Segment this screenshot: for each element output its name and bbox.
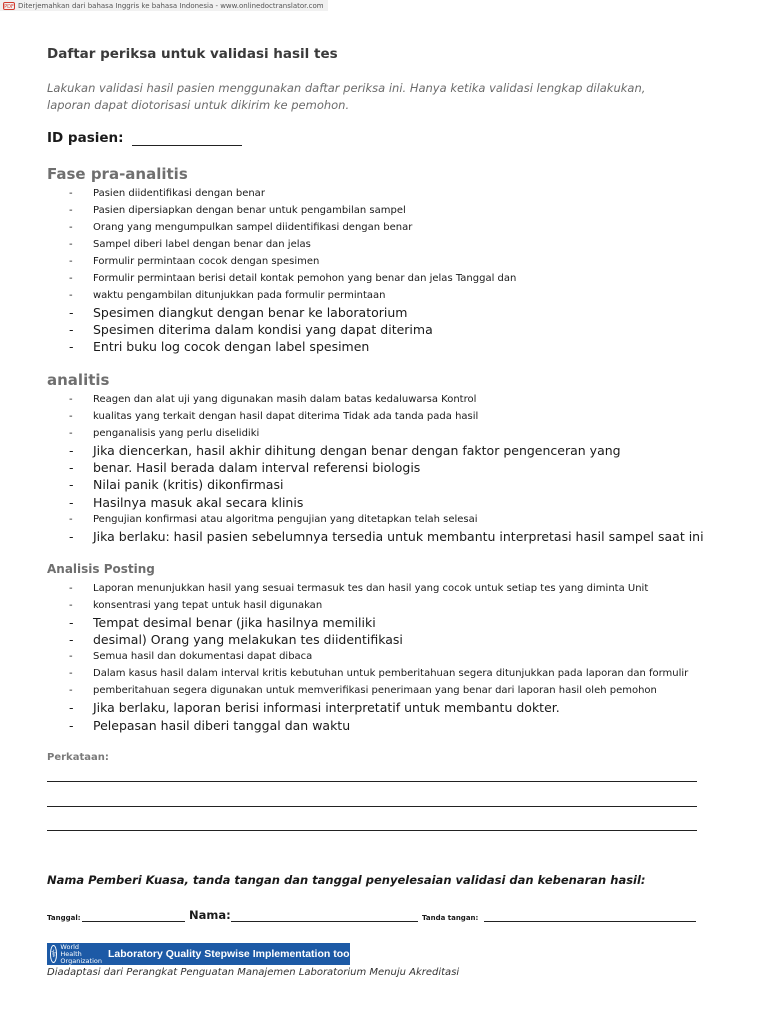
checklist-item: - Nilai panik (kritis) dikonfirmasi [69, 476, 704, 493]
post-analytic-heading: Analisis Posting [47, 562, 155, 576]
checklist-item: - Pasien diidentifikasi dengan benar [69, 185, 516, 202]
checklist-item: - Tempat desimal benar (jika hasilnya memiliki [69, 614, 688, 631]
who-org-line: World Health [60, 942, 82, 958]
tool-name: Laboratory Quality Stepwise Implementation tool [107, 948, 353, 960]
pre-analytic-heading: Fase pra-analitis [47, 165, 188, 183]
checklist-item: - Pelepasan hasil diberi tanggal dan waktu [69, 717, 688, 734]
patient-id-label: ID pasien: [47, 130, 124, 146]
checklist-item: - Sampel diberi label dengan benar dan jelas [69, 236, 516, 253]
patient-id-blank [132, 131, 242, 146]
checklist-item: - Entri buku log cocok dengan label spesimen [69, 338, 516, 355]
checklist-item: - Laporan menunjukkan hasil yang sesuai termasuk tes dan hasil yang cocok untuk setiap tes yang diminta Unit [69, 580, 688, 597]
checklist-item: - Jika diencerkan, hasil akhir dihitung dengan benar dengan faktor pengenceran yang [69, 442, 704, 459]
who-org-line: Organization [60, 956, 102, 965]
checklist-item: - Orang yang mengumpulkan sampel diidentifikasi dengan benar [69, 219, 516, 236]
checklist-item: - waktu pengambilan ditunjukkan pada formulir permintaan [69, 287, 516, 304]
checklist-item: - Hasilnya masuk akal secara klinis [69, 494, 704, 511]
checklist-item: - desimal) Orang yang melakukan tes diidentifikasi [69, 631, 688, 648]
checklist-item: - Spesimen diangkut dengan benar ke laboratorium [69, 304, 516, 321]
checklist-item: - Semua hasil dan dokumentasi dapat dibaca [69, 648, 688, 665]
patient-id-row [47, 130, 242, 146]
checklist-item: - Spesimen diterima dalam kondisi yang dapat diterima [69, 321, 516, 338]
checklist-item: - kualitas yang terkait dengan hasil dapat diterima Tidak ada tanda pada hasil [69, 408, 704, 425]
checklist-item: - penganalisis yang perlu diselidiki [69, 425, 704, 442]
pre-analytic-list [69, 185, 516, 356]
analytic-heading: analitis [47, 371, 110, 389]
date-label: Tanggal: [47, 914, 81, 922]
notes-line [47, 830, 697, 831]
translator-banner[interactable] [0, 0, 328, 11]
notes-label: Perkataan: [47, 752, 109, 763]
date-line [82, 909, 185, 922]
who-lqsi-banner [47, 942, 353, 965]
checklist-item: - Pengujian konfirmasi atau algoritma pengujian yang ditetapkan telah selesai [69, 511, 704, 528]
analytic-list [69, 391, 704, 545]
adapted-note: Diadaptasi dari Perangkat Penguatan Manajemen Laboratorium Menuju Akreditasi [47, 967, 460, 978]
notes-line [47, 806, 697, 807]
page-title: Daftar periksa untuk validasi hasil tes [47, 46, 338, 62]
name-line [231, 909, 418, 922]
authorization-heading: Nama Pemberi Kuasa, tanda tangan dan tanggal penyelesaian validasi dan kebenaran hasil: [47, 873, 646, 887]
checklist-item: - Pasien dipersiapkan dengan benar untuk pengambilan sampel [69, 202, 516, 219]
name-label: Nama: [189, 908, 231, 922]
checklist-item: - konsentrasi yang tepat untuk hasil digunakan [69, 597, 688, 614]
checklist-item: - Formulir permintaan cocok dengan spesimen [69, 253, 516, 270]
checklist-item: - Jika berlaku: hasil pasien sebelumnya tersedia untuk membantu interpretasi hasil sampel saat ini [69, 528, 704, 545]
checklist-item: - benar. Hasil berada dalam interval referensi biologis [69, 459, 704, 476]
checklist-item: - Reagen dan alat uji yang digunakan masih dalam batas kedaluwarsa Kontrol [69, 391, 704, 408]
post-analytic-list [69, 580, 688, 734]
checklist-item: - pemberitahuan segera digunakan untuk memverifikasi penerimaan yang benar dari laporan hasil oleh pemohon [69, 682, 688, 699]
who-org-name [60, 944, 102, 965]
checklist-item: - Jika berlaku, laporan berisi informasi interpretatif untuk membantu dokter. [69, 699, 688, 716]
signature-label: Tanda tangan: [422, 914, 479, 922]
signature-line [484, 909, 696, 922]
checklist-item: - Formulir permintaan berisi detail kontak pemohon yang benar dan jelas Tanggal dan [69, 270, 516, 287]
intro-text: Lakukan validasi hasil pasien menggunakan daftar periksa ini. Hanya ketika validasi lengkap dilakukan, laporan dapat diotorisasi untuk dikirim ke pemohon. [47, 81, 646, 112]
checklist-item: - Dalam kasus hasil dalam interval kritis kebutuhan untuk pemberitahuan segera ditunjukkan pada laporan dan formulir [69, 665, 688, 682]
translator-banner-text[interactable]: Diterjemahkan dari bahasa Inggris ke bahasa Indonesia - www.onlinedoctranslator.com [18, 1, 324, 10]
signature-row [47, 906, 697, 922]
notes-line [47, 781, 697, 782]
who-emblem-icon: ⚕ [50, 945, 57, 963]
pdf-translator-logo-icon: PDF [4, 3, 14, 10]
